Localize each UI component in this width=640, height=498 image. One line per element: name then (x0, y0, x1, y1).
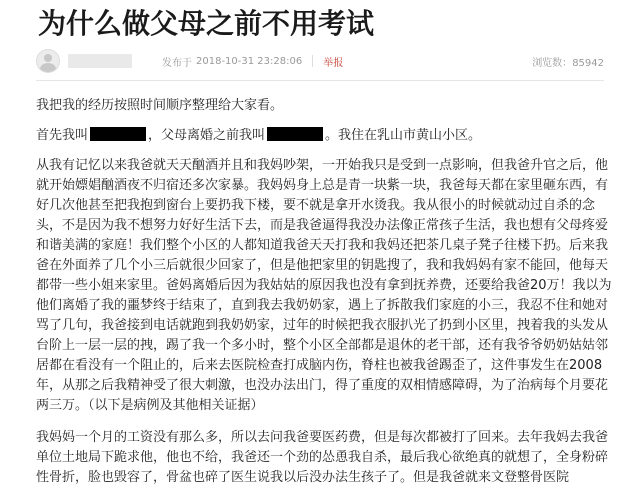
published-label: 发布于 (162, 57, 192, 69)
article-meta (36, 48, 604, 74)
views-label: 浏览数： (532, 57, 573, 69)
author-name-placeholder[interactable] (68, 54, 132, 68)
meta-divider (312, 55, 313, 67)
intro-paragraph: 我把我的经历按照时间顺序整理给大家看。 (36, 98, 284, 113)
article-title: 为什么做父母之前不用考试 (38, 7, 375, 40)
view-count (532, 54, 604, 69)
name-text-a: 首先我叫 (36, 128, 89, 143)
name-text-b: ，父母离婚之前我叫 (148, 128, 266, 143)
report-link[interactable]: 举报 (323, 57, 344, 69)
name-text-c: 。我住在乳山市黄山小区。 (325, 128, 482, 143)
published-time: 2018-10-31 23:28:06 (196, 55, 303, 67)
redacted-former-name-block (267, 127, 323, 141)
avatar[interactable] (36, 49, 60, 73)
views-value: 85942 (572, 57, 604, 69)
medical-paragraph: 我妈妈一个月的工资没有那么多，所以去问我爸要医药费，但是每次都被打了回来。去年我妈去我爸单位土地局下跪求他，他也不给，我爸还一个劲的怂恿我自杀，最后我心欲绝真的就想了，全身粉碎性骨折，脸也毁容了，骨盆也碎了医生说我以后没办法生孩子了。但是我爸就来文登整骨医院 (36, 430, 609, 485)
story-paragraph: 从我有记忆以来我爸就天天酗酒并且和我妈吵架，一开始我只是受到一点影响，但我爸升官之后，他就开始嫖娼酗酒夜不归宿还多次家暴。我妈妈身上总是青一块紫一块，我爸每天都在家里砸东西，有好几次他甚至把我抱到窗台上要扔我下楼，要不就是拿开水烫我。我从很小的时候就动过自杀的念头，不是因为我不想努力好好生活下去，而是我爸逼得我没办法像正常孩子生活，我也想有父母疼爱和谐美满的家庭！我们整个小区的人都知道我爸天天打我和我妈还把茶几桌子凳子往楼下扔。后来我爸在外面养了几个小三后就很少回家了，但是他把家里的钥匙搜了，我和我妈妈有家不能回，他每天都带一些小姐来家里。爸妈离婚后因为我姑姑的原因我也没有拿到抚养费，还要给我爸20万！我以为他们离婚了我的噩梦终于结束了，直到我去我奶奶家，遇上了拆散我们家庭的小三，我忍不住和她对骂了几句，我爸接到电话就跑到我奶奶家，过年的时候把我衣服扒光了扔到小区里，拽着我的头发从台阶上一层一层的拽，踢了我一个多小时，整个小区全部都是退休的老干部，还有我爷爷奶奶姑姑邻居都在看没有一个阻止的，后来去医院检查打成脑内伤，脊柱也被我爸踢歪了，这件事发生在2008年，从那之后我精神受了很大刺激，也没办法出门，得了重度的双相情感障碍，为了治病每个月要花两三万。（以下是病例及其他相关证据） (36, 158, 612, 413)
article-body (36, 96, 612, 498)
name-paragraph (36, 126, 612, 146)
redacted-name-block (90, 127, 146, 141)
header-divider (36, 80, 604, 81)
